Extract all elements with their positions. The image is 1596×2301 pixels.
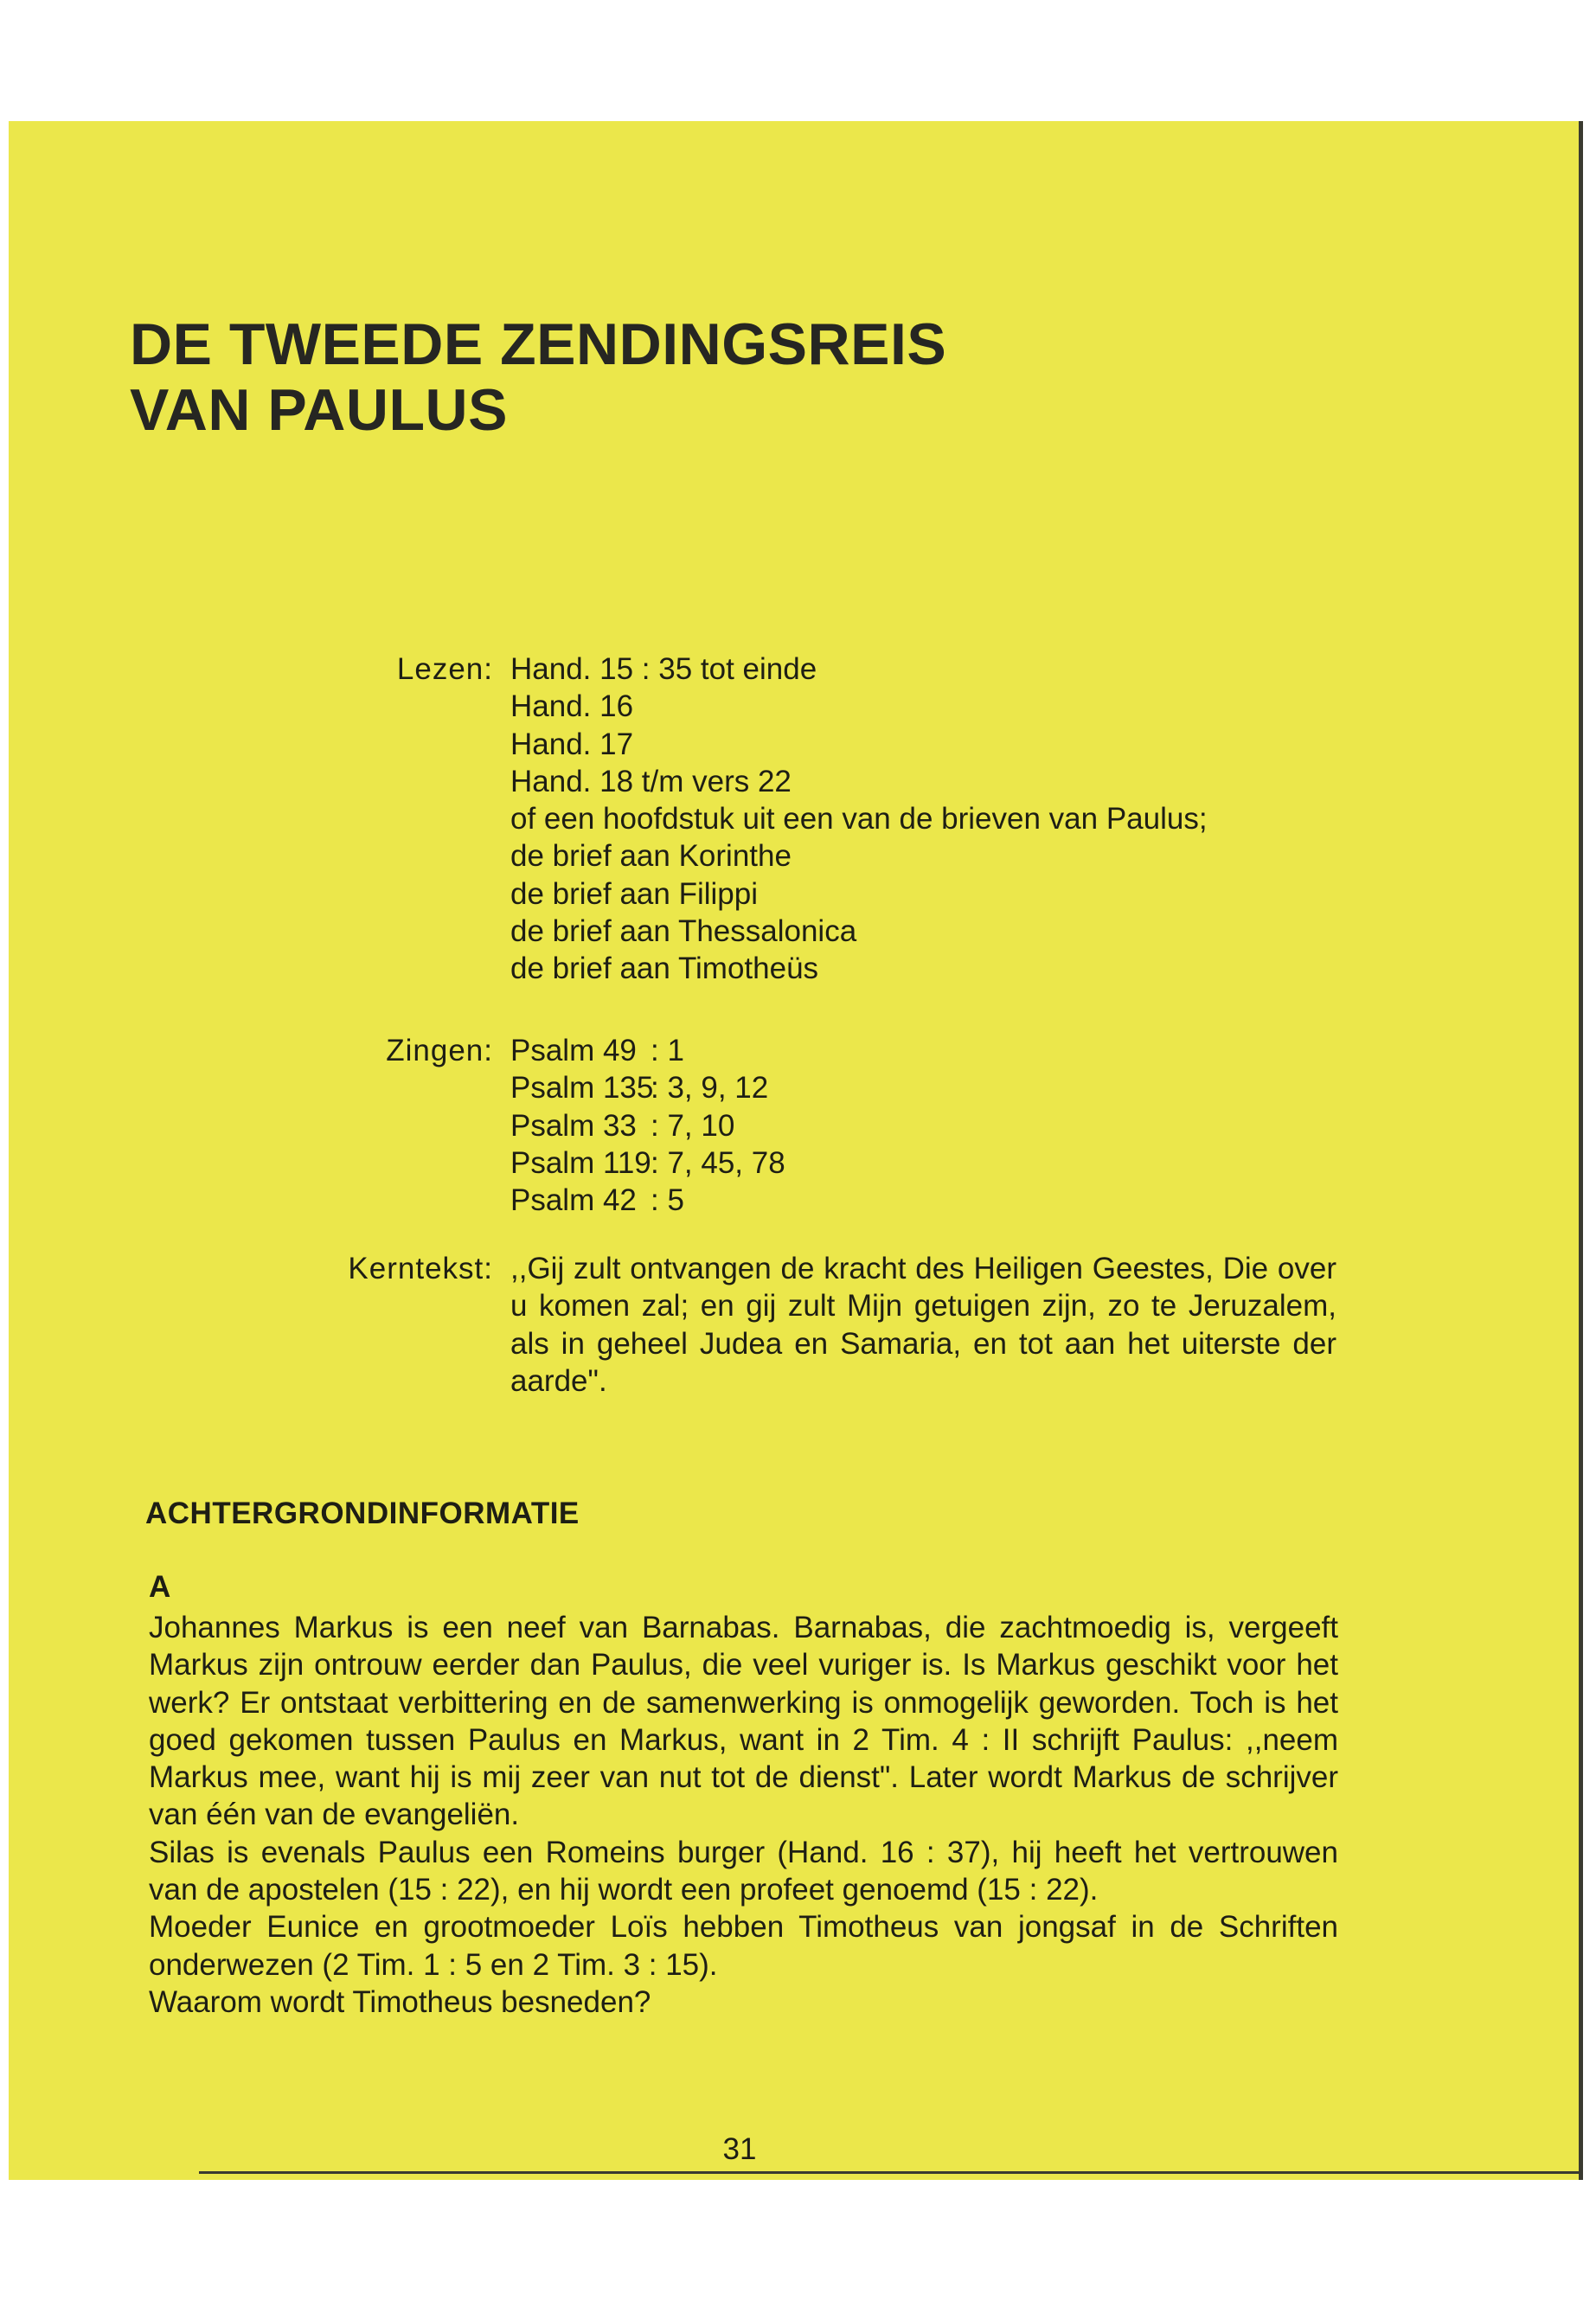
lezen-list xyxy=(510,651,1336,988)
zingen-label: Zingen: xyxy=(386,1034,493,1067)
psalm-number: Psalm 119 xyxy=(510,1145,651,1180)
paragraph: Moeder Eunice en grootmoeder Loïs hebben Timotheus van jongsaf in de Schriften onderwezen (2 Tim. 1 : 5 en 2 Tim. 3 : 15). xyxy=(149,1910,1338,1982)
psalm-verses: : 5 xyxy=(651,1183,684,1218)
psalm-number: Psalm 42 xyxy=(510,1183,637,1218)
lezen-line: Hand. 18 t/m vers 22 xyxy=(510,764,792,798)
psalm-number: Psalm 49 xyxy=(510,1034,637,1067)
document-page xyxy=(9,121,1583,2180)
psalm-verses: : 3, 9, 12 xyxy=(651,1071,769,1106)
psalm-number: Psalm 33 xyxy=(510,1108,637,1143)
lezen-line: Hand. 15 : 35 tot einde xyxy=(510,652,817,686)
lezen-line: Hand. 17 xyxy=(510,727,634,761)
psalm-row xyxy=(510,1144,1336,1182)
psalm-row xyxy=(510,1182,1336,1219)
psalm-row xyxy=(510,1032,1336,1069)
page-title xyxy=(130,311,946,443)
page-number: 31 xyxy=(722,2132,757,2166)
lezen-line: de brief aan Thessalonica xyxy=(510,914,857,949)
kerntekst-text: ,,Gij zult ontvangen de kracht des Heiligen Geestes, Die over u komen zal; en gij zult Mijn getuigen zijn, zo te Jeruzalem, als in geheel Judea en Samaria, en tot aan het uiterste der aarde". xyxy=(510,1252,1336,1398)
section-heading: ACHTERGRONDINFORMATIE xyxy=(145,1497,580,1530)
psalm-verses: : 7, 10 xyxy=(651,1108,735,1143)
title-line-2: VAN PAULUS xyxy=(130,377,508,443)
paragraph: Johannes Markus is een neef van Barnabas. Barnabas, die zachtmoedig is, vergeeft Markus zijn ontrouw eerder dan Paulus, die veel vuriger is. Is Markus geschikt voor het werk? Er ontstaat verbittering en de samenwerking is onmogelijk geworden. Toch is het goed gekomen tussen Paulus en Markus, want in 2 Tim. 4 : II schrijft Paulus: ,,neem Markus mee, want hij is mij zeer van nut tot de dienst". Later wordt Markus de schrijver van één van de evangeliën. xyxy=(149,1611,1338,1832)
title-line-1: DE TWEEDE ZENDINGSREIS xyxy=(130,311,947,377)
section-letter: A xyxy=(149,1570,171,1604)
lezen-line: de brief aan Filippi xyxy=(510,876,758,911)
lezen-line: Hand. 16 xyxy=(510,689,634,724)
paragraph: Silas is evenals Paulus een Romeins burger (Hand. 16 : 37), hij heeft het vertrouwen van de apostelen (15 : 22), en hij wordt een profeet genoemd (15 : 22). xyxy=(149,1835,1338,1907)
lezen-line: de brief aan Korinthe xyxy=(510,839,792,874)
psalm-verses: : 7, 45, 78 xyxy=(651,1145,785,1180)
psalm-number: Psalm 135 xyxy=(510,1071,654,1106)
psalm-verses: : 1 xyxy=(651,1034,684,1067)
psalm-list xyxy=(510,1032,1336,1219)
bottom-divider xyxy=(199,2171,1583,2174)
psalm-row xyxy=(510,1107,1336,1144)
psalm-row xyxy=(510,1069,1336,1106)
lezen-line: de brief aan Timotheüs xyxy=(510,952,819,986)
kerntekst-label: Kerntekst: xyxy=(348,1252,493,1285)
lezen-label: Lezen: xyxy=(396,652,493,686)
paragraph: Waarom wordt Timotheus besneden? xyxy=(149,1984,651,2019)
lezen-line: of een hoofdstuk uit een van de brieven van Paulus; xyxy=(510,802,1208,836)
body-text xyxy=(149,1609,1338,2021)
